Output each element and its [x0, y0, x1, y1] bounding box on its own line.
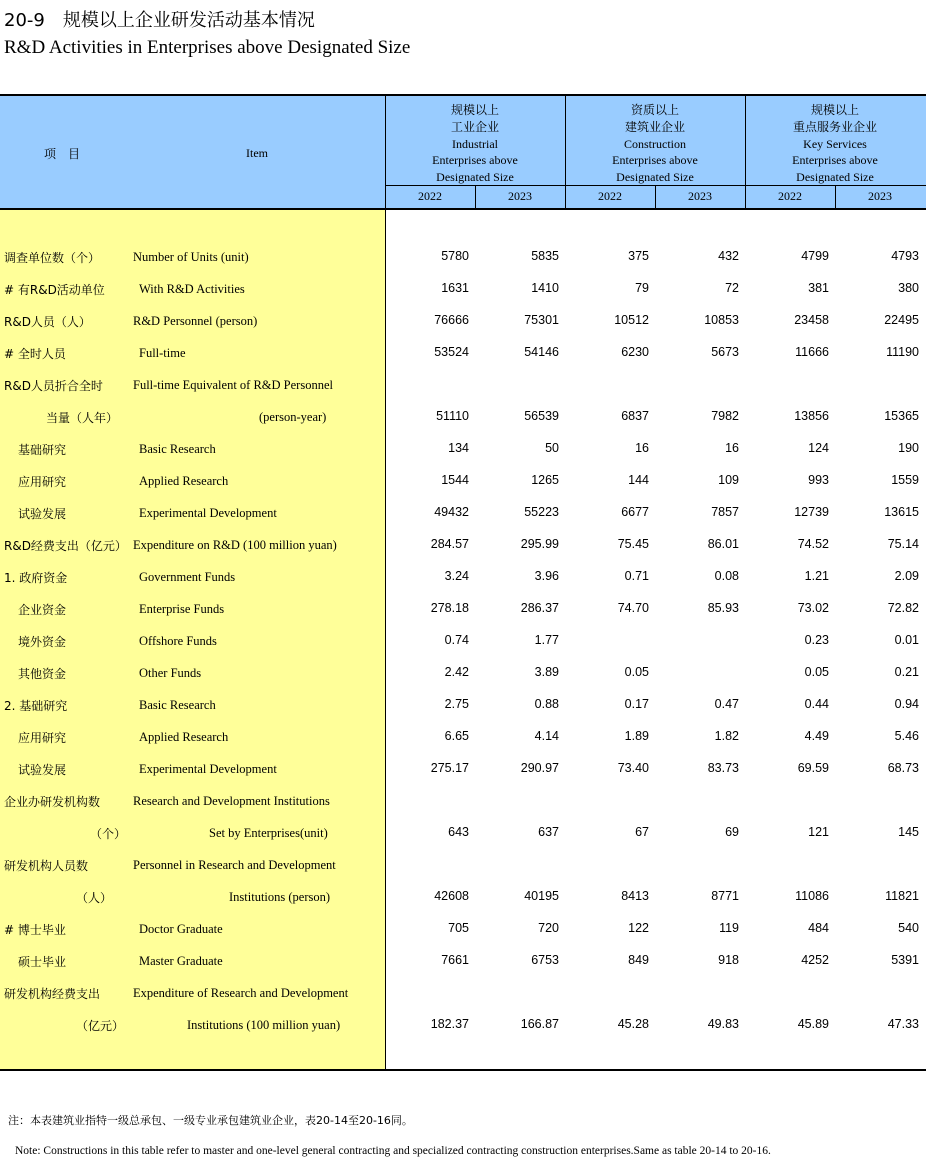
row-label-en: Enterprise Funds: [139, 602, 225, 616]
row-label-en: Basic Research: [139, 442, 216, 456]
value-cell: 0.94: [894, 697, 919, 711]
value-cell: 50: [545, 441, 559, 455]
row-label-en: Institutions (person): [229, 890, 331, 904]
value-cell: 0.44: [804, 697, 829, 711]
table-row: [0, 569, 926, 601]
value-cell: 11190: [886, 345, 919, 359]
value-cell: 144: [628, 473, 649, 487]
table-row: [0, 473, 926, 505]
value-cell: 53524: [434, 345, 469, 359]
row-label-zh: 应用研究: [18, 475, 67, 489]
value-cell: 0.23: [804, 633, 829, 647]
value-cell: 76666: [434, 313, 469, 327]
row-label-en: Master Graduate: [139, 954, 223, 968]
group-key-services: 规模以上 重点服务业企业 Key Services Enterprises above Designated Size: [792, 103, 878, 185]
table-row: [0, 953, 926, 985]
value-cell: 993: [808, 473, 829, 487]
value-cell: 10853: [704, 313, 739, 327]
value-cell: 1559: [891, 473, 919, 487]
table-row: [0, 985, 926, 1017]
row-label-en: Experimental Development: [139, 506, 277, 520]
value-cell: 11821: [885, 889, 919, 903]
table-row: [0, 633, 926, 665]
value-cell: 122: [628, 921, 649, 935]
row-label-en: Personnel in Research and Development: [133, 858, 336, 872]
value-cell: 6.65: [444, 729, 469, 743]
value-cell: 55223: [524, 505, 559, 519]
value-cell: 0.21: [894, 665, 919, 679]
table-row: [0, 537, 926, 569]
value-cell: 86.01: [707, 537, 739, 551]
row-label-zh: 2. 基础研究: [4, 699, 68, 713]
value-cell: 12739: [794, 505, 829, 519]
table-row: [0, 889, 926, 921]
row-label-zh: （个）: [90, 827, 127, 841]
value-cell: 1631: [441, 281, 469, 295]
value-cell: 432: [718, 249, 739, 263]
row-label-zh: 基础研究: [18, 443, 67, 457]
value-cell: 40195: [524, 889, 559, 903]
value-cell: 49.83: [707, 1017, 739, 1031]
value-cell: 73.02: [797, 601, 829, 615]
value-cell: 0.17: [624, 697, 649, 711]
value-cell: 5673: [711, 345, 739, 359]
value-cell: 109: [718, 473, 739, 487]
row-label-en: R&D Personnel (person): [133, 314, 258, 328]
value-cell: 1544: [441, 473, 469, 487]
value-cell: 134: [448, 441, 469, 455]
value-cell: 16: [725, 441, 739, 455]
value-cell: 85.93: [707, 601, 739, 615]
row-label-zh: 研发机构经费支出: [4, 987, 101, 1001]
value-cell: 0.08: [714, 569, 739, 583]
value-cell: 145: [898, 825, 919, 839]
value-cell: 1.82: [714, 729, 739, 743]
table-row: [0, 761, 926, 793]
value-cell: 72.82: [887, 601, 919, 615]
table-row: [0, 409, 926, 441]
row-label-zh: 企业资金: [18, 603, 67, 617]
value-cell: 7661: [441, 953, 469, 967]
table-row: [0, 249, 926, 281]
value-cell: 284.57: [430, 537, 469, 551]
value-cell: 7857: [711, 505, 739, 519]
value-cell: 2.42: [444, 665, 469, 679]
value-cell: 540: [898, 921, 919, 935]
value-cell: 47.33: [887, 1017, 919, 1031]
row-label-zh: 当量（人年）: [46, 411, 119, 425]
value-cell: 72: [725, 281, 739, 295]
value-cell: 3.24: [444, 569, 469, 583]
value-cell: 1.89: [624, 729, 649, 743]
row-label-en: Expenditure on R&D (100 million yuan): [133, 538, 337, 552]
row-label-en: Number of Units (unit): [133, 250, 249, 264]
row-label-en: Applied Research: [139, 730, 229, 744]
row-label-en: Offshore Funds: [139, 634, 217, 648]
value-cell: 705: [448, 921, 469, 935]
value-cell: 54146: [524, 345, 559, 359]
item-header-zh: 项 目: [44, 147, 81, 161]
value-cell: 75301: [524, 313, 559, 327]
value-cell: 0.05: [804, 665, 829, 679]
row-label-en: Full-time: [139, 346, 186, 360]
value-cell: 1410: [531, 281, 559, 295]
value-cell: 4799: [801, 249, 829, 263]
value-cell: 69: [725, 825, 739, 839]
row-label-en: Institutions (100 million yuan): [187, 1018, 341, 1032]
value-cell: 121: [808, 825, 829, 839]
value-cell: 79: [635, 281, 649, 295]
row-label-en: Government Funds: [139, 570, 236, 584]
row-label-zh: （亿元）: [76, 1019, 125, 1033]
value-cell: 0.71: [624, 569, 649, 583]
row-label-en: Experimental Development: [139, 762, 277, 776]
row-label-zh: 试验发展: [18, 507, 67, 521]
table-row: [0, 1017, 926, 1049]
table-title-en: R&D Activities in Enterprises above Designated Size: [4, 37, 411, 58]
value-cell: 0.01: [894, 633, 919, 647]
row-label-en: (person-year): [259, 410, 327, 424]
value-cell: 69.59: [797, 761, 829, 775]
table-row: [0, 697, 926, 729]
value-cell: 918: [718, 953, 739, 967]
value-cell: 190: [898, 441, 919, 455]
table-row: [0, 665, 926, 697]
note-en: Note: Constructions in this table refer to master and one-level general contracting and specialized contracting construction enterprises.Same as table 20-14 to 20-16.: [15, 1145, 771, 1157]
value-cell: 2.75: [444, 697, 469, 711]
value-cell: 83.73: [707, 761, 739, 775]
value-cell: 51110: [436, 409, 469, 423]
row-label-zh: 境外资金: [18, 635, 67, 649]
value-cell: 290.97: [520, 761, 559, 775]
value-cell: 5.46: [894, 729, 919, 743]
value-cell: 22495: [884, 313, 919, 327]
value-cell: 484: [808, 921, 829, 935]
value-cell: 8771: [711, 889, 739, 903]
value-cell: 5780: [441, 249, 469, 263]
row-label-zh: 其他资金: [18, 667, 67, 681]
value-cell: 375: [628, 249, 649, 263]
value-cell: 7982: [711, 409, 739, 423]
value-cell: 380: [898, 281, 919, 295]
value-cell: 45.28: [617, 1017, 649, 1031]
value-cell: 11086: [795, 889, 829, 903]
row-label-zh: # 博士毕业: [4, 923, 66, 937]
value-cell: 1.77: [534, 633, 559, 647]
year-header: 2022: [598, 189, 622, 203]
value-cell: 15365: [884, 409, 919, 423]
value-cell: 13615: [884, 505, 919, 519]
row-label-en: Applied Research: [139, 474, 229, 488]
table-row: [0, 825, 926, 857]
value-cell: 6677: [621, 505, 649, 519]
table-row: [0, 441, 926, 473]
year-header: 2023: [868, 189, 892, 203]
table-row: [0, 505, 926, 537]
value-cell: 75.45: [617, 537, 649, 551]
value-cell: 1265: [531, 473, 559, 487]
row-label-zh: R&D人员（人）: [4, 315, 91, 329]
value-cell: 720: [538, 921, 559, 935]
row-label-en: Full-time Equivalent of R&D Personnel: [133, 378, 333, 392]
table-row: [0, 793, 926, 825]
row-label-zh: R&D经费支出（亿元）: [4, 539, 127, 553]
header-divider: [0, 208, 926, 210]
value-cell: 73.40: [617, 761, 649, 775]
value-cell: 67: [635, 825, 649, 839]
table-row: [0, 377, 926, 409]
table-row: [0, 281, 926, 313]
row-label-en: With R&D Activities: [139, 282, 245, 296]
value-cell: 74.70: [617, 601, 649, 615]
row-label-zh: 1. 政府资金: [4, 571, 68, 585]
table-header: [0, 94, 926, 208]
row-label-zh: 调查单位数（个）: [4, 251, 101, 265]
value-cell: 56539: [524, 409, 559, 423]
value-cell: 166.87: [520, 1017, 559, 1031]
value-cell: 275.17: [430, 761, 469, 775]
value-cell: 0.47: [714, 697, 739, 711]
value-cell: 11666: [795, 345, 829, 359]
value-cell: 1.21: [804, 569, 829, 583]
row-label-zh: # 全时人员: [4, 347, 66, 361]
row-label-en: Doctor Graduate: [139, 922, 223, 936]
value-cell: 4252: [801, 953, 829, 967]
value-cell: 23458: [794, 313, 829, 327]
table-row: [0, 857, 926, 889]
row-label-en: Set by Enterprises(unit): [209, 826, 328, 840]
table-row: [0, 601, 926, 633]
value-cell: 637: [538, 825, 559, 839]
item-header-en: Item: [246, 146, 268, 160]
value-cell: 286.37: [520, 601, 559, 615]
value-cell: 3.96: [534, 569, 559, 583]
note-zh: 注：本表建筑业指特一级总承包、一级专业承包建筑业企业，表20-14至20-16同。: [8, 1114, 413, 1127]
value-cell: 643: [448, 825, 469, 839]
table-bottom-rule: [0, 1069, 926, 1071]
row-label-zh: 硕士毕业: [18, 955, 67, 969]
value-cell: 381: [808, 281, 829, 295]
value-cell: 0.05: [624, 665, 649, 679]
value-cell: 295.99: [520, 537, 559, 551]
table-row: [0, 313, 926, 345]
value-cell: 4.49: [804, 729, 829, 743]
value-cell: 49432: [434, 505, 469, 519]
group-industrial: 规模以上 工业企业 Industrial Enterprises above Designated Size: [432, 103, 518, 185]
row-label-zh: 应用研究: [18, 731, 67, 745]
row-label-en: Other Funds: [139, 666, 202, 680]
value-cell: 849: [628, 953, 649, 967]
value-cell: 4793: [891, 249, 919, 263]
table-row: [0, 729, 926, 761]
value-cell: 0.88: [534, 697, 559, 711]
value-cell: 4.14: [534, 729, 559, 743]
value-cell: 2.09: [894, 569, 919, 583]
value-cell: 45.89: [797, 1017, 829, 1031]
value-cell: 0.74: [444, 633, 469, 647]
value-cell: 74.52: [797, 537, 829, 551]
row-label-zh: 企业办研发机构数: [4, 795, 101, 809]
value-cell: 68.73: [887, 761, 919, 775]
row-label-zh: 试验发展: [18, 763, 67, 777]
value-cell: 3.89: [534, 665, 559, 679]
value-cell: 5835: [531, 249, 559, 263]
row-label-zh: 研发机构人员数: [4, 859, 89, 873]
value-cell: 278.18: [430, 601, 469, 615]
row-label-en: Research and Development Institutions: [133, 794, 330, 808]
year-header: 2022: [418, 189, 442, 203]
value-cell: 6837: [621, 409, 649, 423]
table-row: [0, 921, 926, 953]
year-header: 2023: [508, 189, 532, 203]
year-header: 2023: [688, 189, 712, 203]
value-cell: 42608: [434, 889, 469, 903]
row-label-zh: （人）: [76, 891, 113, 905]
row-label-zh: R&D人员折合全时: [4, 379, 103, 393]
row-label-en: Expenditure of Research and Development: [133, 986, 349, 1000]
value-cell: 124: [808, 441, 829, 455]
table-row: [0, 345, 926, 377]
value-cell: 8413: [621, 889, 649, 903]
year-header: 2022: [778, 189, 802, 203]
value-cell: 13856: [794, 409, 829, 423]
table-title-zh: 20-9 规模以上企业研发活动基本情况: [4, 10, 315, 31]
row-label-zh: # 有R&D活动单位: [4, 283, 105, 297]
value-cell: 6753: [531, 953, 559, 967]
group-construction: 资质以上 建筑业企业 Construction Enterprises above Designated Size: [612, 103, 698, 185]
value-cell: 16: [635, 441, 649, 455]
value-cell: 119: [719, 921, 739, 935]
value-cell: 10512: [614, 313, 649, 327]
value-cell: 6230: [621, 345, 649, 359]
value-cell: 75.14: [887, 537, 919, 551]
row-label-en: Basic Research: [139, 698, 216, 712]
value-cell: 5391: [891, 953, 919, 967]
value-cell: 182.37: [430, 1017, 469, 1031]
